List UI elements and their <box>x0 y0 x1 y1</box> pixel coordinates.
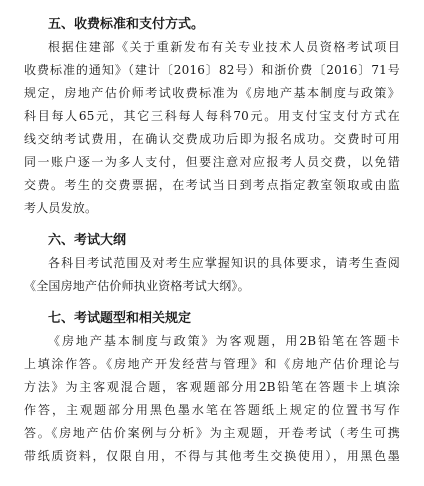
section-6-paragraph <box>24 252 400 298</box>
text-line: 《房地产基本制度与政策》为客观题，用2B铅笔在答题卡 <box>48 334 400 348</box>
text-line: 各科目考试范围及对考生应掌握知识的具体要求，请考生查阅 <box>48 256 400 270</box>
section-5-paragraph <box>24 36 400 220</box>
text-line: 方法》为主客观混合题，客观题部分用2B铅笔在答题卡上填涂 <box>24 380 400 394</box>
text-line: 作答，主观题部分用黑色墨水笔在答题纸上规定的位置书写作 <box>24 403 400 417</box>
text-line: 同一账户逐一为多人支付，但要注意对应报考人员交费，以免错 <box>24 155 400 169</box>
text-line: 根据住建部《关于重新发布有关专业技术人员资格考试项目 <box>48 40 400 54</box>
text-line: 上填涂作答。《房地产开发经营与管理》和《房地产估价理论与 <box>24 357 400 371</box>
text-line: 答。《房地产估价案例与分析》为主观题，开卷考试（考生可携 <box>24 426 400 440</box>
text-line: 规定，房地产估价师考试收费标准为《房地产基本制度与政策》 <box>24 86 400 100</box>
text-line: 《全国房地产估价师执业资格考试大纲》。 <box>24 279 250 293</box>
text-line: 带纸质资料，仅限自用，不得与其他考生交换使用），用黑色墨 <box>24 449 400 463</box>
text-line: 考人员发放。 <box>24 201 98 215</box>
section-7-heading: 七、考试题型和相关规定 <box>48 311 192 326</box>
section-7-paragraph <box>24 330 400 468</box>
text-line: 交费。考生的交费票据，在考试当日到考点指定教室领取或由监 <box>24 178 400 192</box>
section-6-heading: 六、考试大纲 <box>48 233 127 248</box>
section-5-heading: 五、收费标准和支付方式。 <box>48 17 205 32</box>
text-line: 科目每人65元，其它三科每人每科70元。用支付宝支付方式在 <box>24 109 400 123</box>
text-line: 收费标准的通知》（建计〔2016〕82号）和浙价费〔2016〕71号 <box>24 63 400 77</box>
text-line: 线交纳考试费用，在确认交费成功后即为报名成功。交费时可用 <box>24 132 400 146</box>
